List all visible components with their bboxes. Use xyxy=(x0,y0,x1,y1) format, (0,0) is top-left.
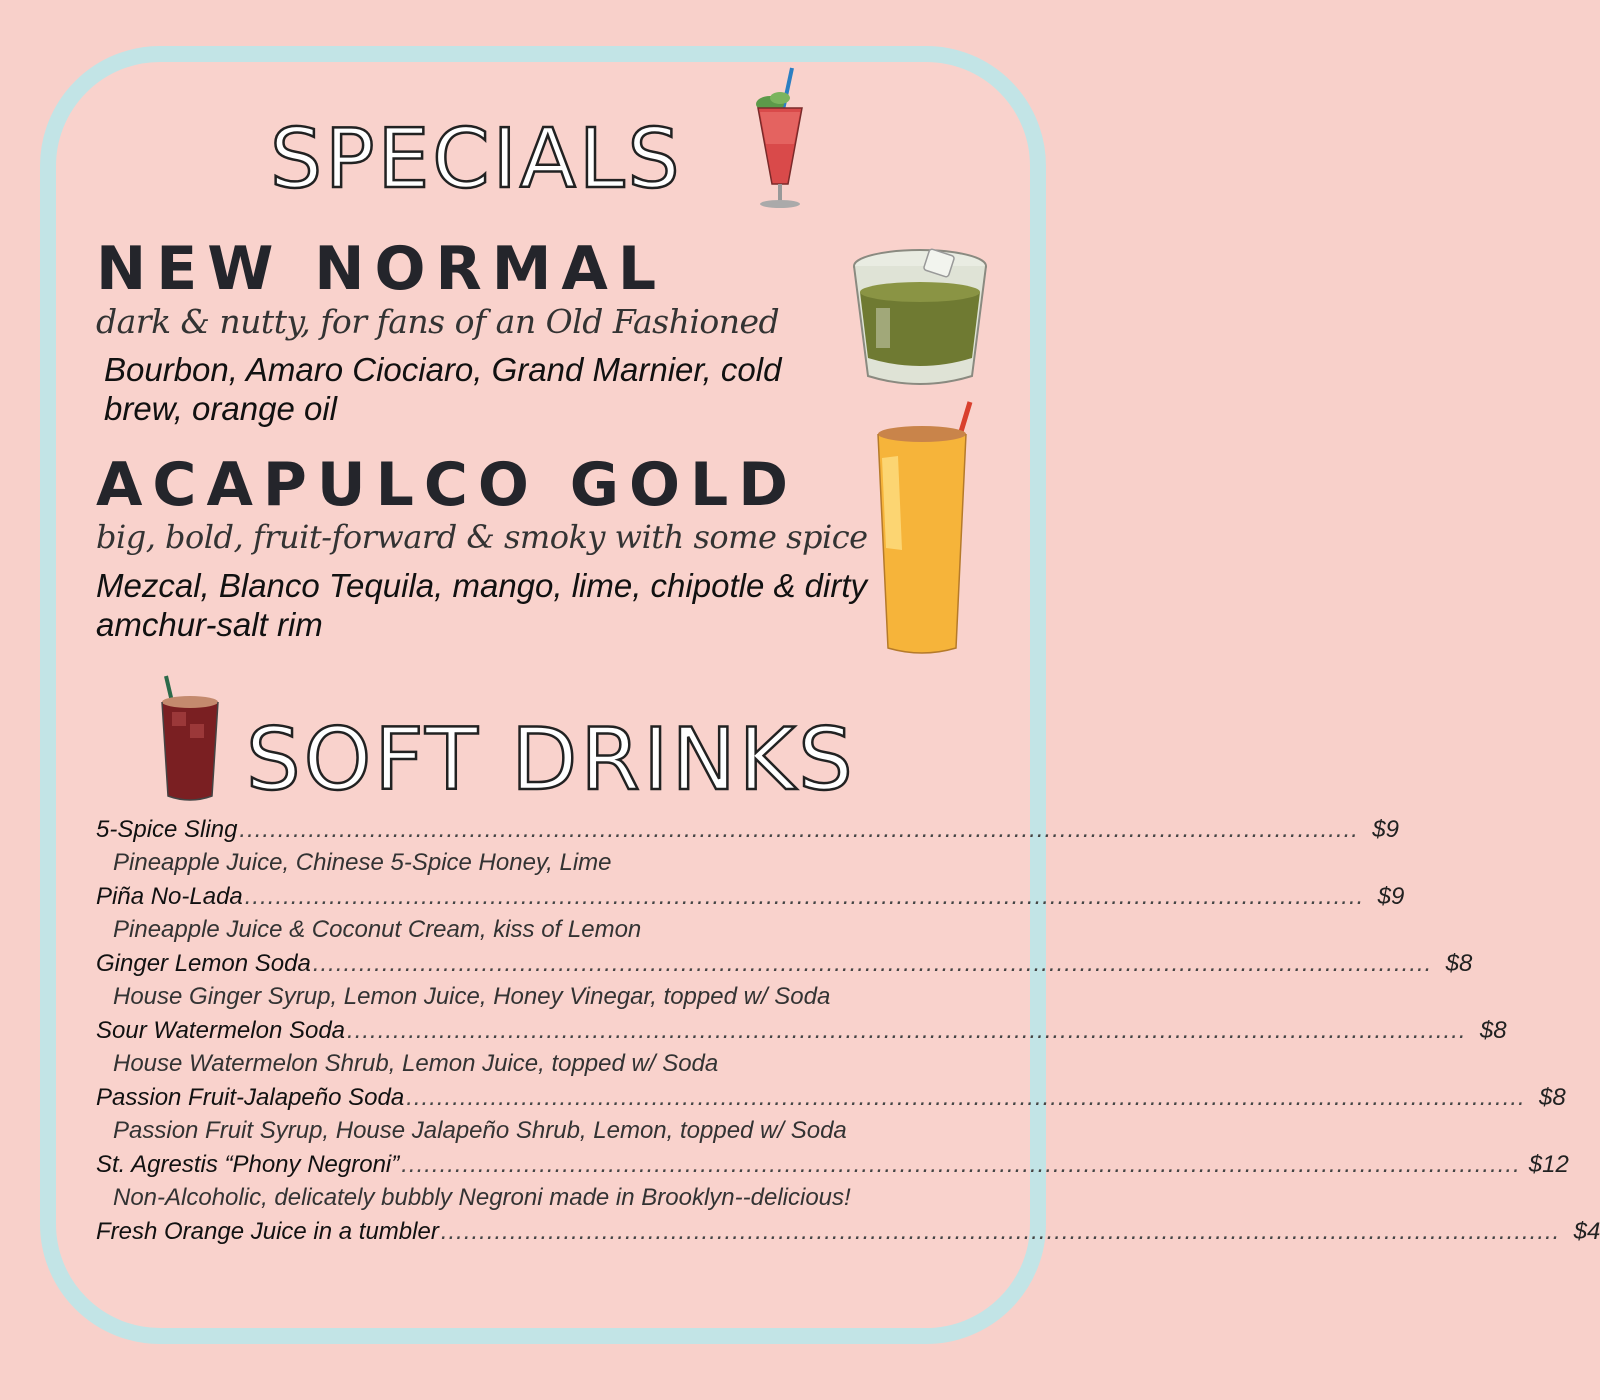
item-description: Pineapple Juice, Chinese 5-Spice Honey, Lime xyxy=(113,849,612,876)
item-name: Piña No-Lada xyxy=(96,883,243,910)
item-price: $8 xyxy=(1539,1084,1566,1111)
soft-drinks-list xyxy=(96,816,1600,1251)
item-description: House Ginger Syrup, Lemon Juice, Honey Vinegar, topped w/ Soda xyxy=(113,983,831,1010)
list-item xyxy=(96,816,1399,883)
highball-glass-icon xyxy=(872,398,972,660)
leader-dots: .................................................................................................................................................. xyxy=(312,950,1433,977)
item-name: Passion Fruit-Jalapeño Soda xyxy=(96,1084,405,1111)
drink-name-acapulco-gold: ACAPULCO GOLD xyxy=(96,450,799,520)
drink-name-new-normal: NEW NORMAL xyxy=(96,234,667,304)
item-price: $8 xyxy=(1445,950,1473,977)
leader-dots: .................................................................................................................................................. xyxy=(347,1017,1467,1044)
item-name: Fresh Orange Juice in a tumbler xyxy=(96,1218,439,1245)
list-item xyxy=(96,1218,1600,1251)
list-item xyxy=(96,1151,1569,1218)
soft-drinks-title: SOFT DRINKS xyxy=(246,710,856,810)
item-description: Non-Alcoholic, delicately bubbly Negroni made in Brooklyn--delicious! xyxy=(113,1184,851,1211)
item-name: Sour Watermelon Soda xyxy=(96,1017,346,1044)
rocks-glass-icon xyxy=(850,246,990,392)
leader-dots: .................................................................................................................................................. xyxy=(401,1151,1521,1178)
drink-ingredients-acapulco-gold: Mezcal, Blanco Tequila, mango, lime, chipotle & dirty amchur-salt rim xyxy=(96,567,867,643)
list-item xyxy=(96,883,1405,950)
list-item xyxy=(96,1084,1566,1151)
item-price: $8 xyxy=(1479,1017,1507,1044)
leader-dots: .................................................................................................................................................. xyxy=(239,816,1359,843)
item-description: House Watermelon Shrub, Lemon Juice, topped w/ Soda xyxy=(113,1050,719,1077)
item-description: Passion Fruit Syrup, House Jalapeño Shrub, Lemon, topped w/ Soda xyxy=(113,1117,847,1144)
leader-dots: .................................................................................................................................................. xyxy=(440,1218,1561,1245)
drink-tagline-new-normal: dark & nutty, for fans of an Old Fashioned xyxy=(96,302,780,341)
drink-tagline-acapulco-gold: big, bold, fruit-forward & smoky with some spice xyxy=(96,518,868,556)
item-price: $12 xyxy=(1528,1151,1569,1178)
cocktail-glass-icon xyxy=(746,64,816,214)
item-name: St. Agrestis “Phony Negroni” xyxy=(96,1151,400,1178)
item-price: $9 xyxy=(1377,883,1405,910)
leader-dots: .................................................................................................................................................. xyxy=(244,883,1365,910)
leader-dots: .................................................................................................................................................. xyxy=(406,1084,1526,1111)
list-item xyxy=(96,950,1473,1017)
soda-glass-icon xyxy=(158,672,222,806)
item-name: 5-Spice Sling xyxy=(96,816,238,843)
item-description: Pineapple Juice & Coconut Cream, kiss of Lemon xyxy=(113,916,642,943)
drink-ingredients-new-normal: Bourbon, Amaro Ciociaro, Grand Marnier, cold brew, orange oil xyxy=(104,351,782,427)
list-item xyxy=(96,1017,1507,1084)
item-name: Ginger Lemon Soda xyxy=(96,950,311,977)
specials-title: SPECIALS xyxy=(270,112,683,207)
item-price: $9 xyxy=(1372,816,1399,843)
item-price: $4 xyxy=(1573,1218,1600,1245)
